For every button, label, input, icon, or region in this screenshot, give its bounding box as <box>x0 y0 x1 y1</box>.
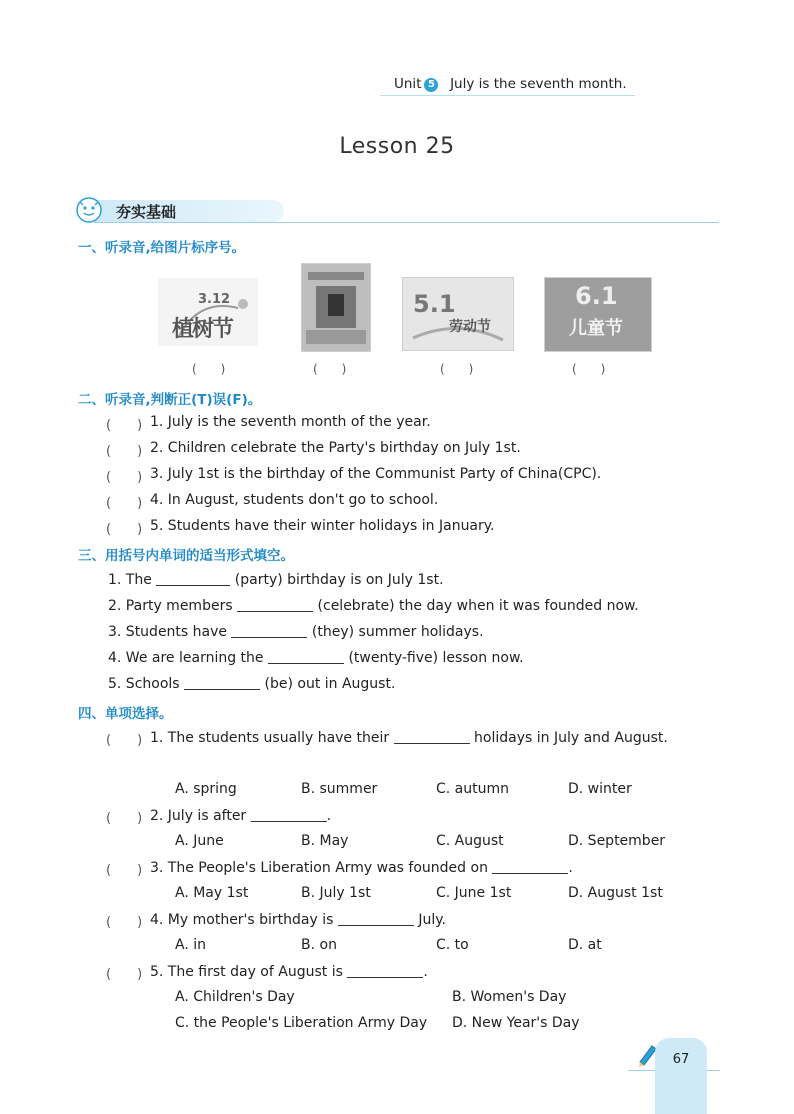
mc-5-option-c[interactable]: C. the People's Liberation Army Day <box>175 1015 428 1031</box>
mascot-icon <box>74 196 104 224</box>
fill-item-5-post: (be) out in August. <box>264 676 396 692</box>
tf-answer-2[interactable]: ( ) <box>106 444 143 459</box>
mc-blank-2 <box>251 807 327 822</box>
mc-question-4-pre: 4. My mother's birthday is <box>150 912 334 928</box>
fill-item-1-pre: 1. The <box>108 572 152 588</box>
fill-blank-3[interactable] <box>231 623 307 638</box>
mc-1-option-a[interactable]: A. spring <box>175 781 237 797</box>
mc-question-4 <box>150 911 446 928</box>
picture-labour-day <box>402 277 514 351</box>
mc-answer-2[interactable]: ( ) <box>106 811 143 826</box>
mc-4-option-b[interactable]: B. on <box>301 937 337 953</box>
tf-answer-4[interactable]: ( ) <box>106 496 143 511</box>
mc-2-option-a[interactable]: A. June <box>175 833 224 849</box>
picture-3-answer[interactable]: ( ) <box>440 362 474 376</box>
mc-question-4-post: July. <box>418 912 446 928</box>
mc-4-option-c[interactable]: C. to <box>436 937 469 953</box>
section-rule <box>94 222 719 223</box>
fill-item-1 <box>108 571 444 588</box>
part1-heading: 一、听录音,给图片标序号。 <box>78 240 246 256</box>
fill-item-4-pre: 4. We are learning the <box>108 650 264 666</box>
building-icon <box>302 264 370 351</box>
picture-4-label: 6.1 <box>575 282 618 310</box>
fill-item-3-pre: 3. Students have <box>108 624 228 640</box>
mc-answer-4[interactable]: ( ) <box>106 915 143 930</box>
part2-heading: 二、听录音,判断正(T)误(F)。 <box>78 392 262 408</box>
fill-blank-1[interactable] <box>156 571 230 586</box>
mc-5-option-a[interactable]: A. Children's Day <box>175 989 295 1005</box>
unit-word: Unit <box>394 76 422 92</box>
mc-question-3-post: . <box>568 860 573 876</box>
mc-question-3 <box>150 859 573 876</box>
fill-blank-2[interactable] <box>237 597 313 612</box>
picture-1-answer[interactable]: ( ) <box>192 362 226 376</box>
tf-answer-5[interactable]: ( ) <box>106 522 143 537</box>
mc-5-option-d[interactable]: D. New Year's Day <box>452 1015 580 1031</box>
mc-question-3-pre: 3. The People's Liberation Army was founded on <box>150 860 488 876</box>
fill-item-5 <box>108 675 395 692</box>
picture-1-label: 3.12 <box>198 292 231 307</box>
mc-answer-3[interactable]: ( ) <box>106 863 143 878</box>
fill-item-1-post: (party) birthday is on July 1st. <box>234 572 444 588</box>
mc-blank-4 <box>338 911 414 926</box>
mc-question-1-post: holidays in July and August. <box>474 730 668 746</box>
mc-2-option-b[interactable]: B. May <box>301 833 349 849</box>
picture-4-text: 儿童节 <box>569 318 623 339</box>
running-header <box>394 76 627 92</box>
mc-question-2-post: . <box>326 808 332 824</box>
section-heading: 夯实基础 <box>116 203 177 221</box>
tf-answer-1[interactable]: ( ) <box>106 418 143 433</box>
page-number: 67 <box>672 1052 690 1067</box>
mc-blank-1 <box>394 729 470 744</box>
section-bar <box>74 196 719 224</box>
mc-2-option-d[interactable]: D. September <box>568 833 666 849</box>
lesson-title: Lesson 25 <box>339 134 455 159</box>
unit-number-badge: 5 <box>424 78 438 92</box>
tf-item-5: 5. Students have their winter holidays in January. <box>150 518 495 534</box>
mc-blank-5 <box>347 963 423 978</box>
mc-4-option-d[interactable]: D. at <box>568 937 602 953</box>
tf-item-1: 1. July is the seventh month of the year. <box>150 414 431 430</box>
tf-item-2: 2. Children celebrate the Party's birthday on July 1st. <box>150 440 521 456</box>
mc-1-option-b[interactable]: B. summer <box>301 781 378 797</box>
fill-item-3-post: (they) summer holidays. <box>311 624 484 640</box>
fill-item-4-post: (twenty-five) lesson now. <box>348 650 524 666</box>
fill-blank-5[interactable] <box>184 675 260 690</box>
picture-3-text: 劳动节 <box>449 319 491 335</box>
mc-question-5-post: . <box>423 964 428 980</box>
mc-answer-1[interactable]: ( ) <box>106 733 143 748</box>
mc-2-option-c[interactable]: C. August <box>436 833 504 849</box>
mc-blank-3 <box>492 859 568 874</box>
mc-1-option-c[interactable]: C. autumn <box>436 781 510 797</box>
mc-question-5 <box>150 963 428 980</box>
mc-question-1 <box>150 729 668 746</box>
fill-item-3 <box>108 623 484 640</box>
page-number-tab <box>655 1038 707 1114</box>
picture-3-label: 5.1 <box>413 290 456 318</box>
picture-arbor-day <box>158 278 258 346</box>
picture-1-text: 植树节 <box>172 317 233 342</box>
mc-5-option-b[interactable]: B. Women's Day <box>452 989 567 1005</box>
mc-question-2 <box>150 807 331 824</box>
mc-3-option-a[interactable]: A. May 1st <box>175 885 249 901</box>
picture-childrens-day <box>544 277 652 352</box>
picture-party-building <box>301 263 371 352</box>
mc-3-option-d[interactable]: D. August 1st <box>568 885 663 901</box>
mc-3-option-c[interactable]: C. June 1st <box>436 885 512 901</box>
fill-blank-4[interactable] <box>268 649 344 664</box>
mc-1-option-d[interactable]: D. winter <box>568 781 632 797</box>
header-rule <box>380 95 635 96</box>
mc-4-option-a[interactable]: A. in <box>175 937 206 953</box>
fill-item-2 <box>108 597 639 614</box>
mc-3-option-b[interactable]: B. July 1st <box>301 885 371 901</box>
unit-title: July is the seventh month. <box>450 76 627 92</box>
mc-question-2-pre: 2. July is after <box>150 808 247 824</box>
tf-answer-3[interactable]: ( ) <box>106 470 143 485</box>
part3-heading: 三、用括号内单词的适当形式填空。 <box>78 548 294 564</box>
fill-item-4 <box>108 649 524 666</box>
picture-2-answer[interactable]: ( ) <box>313 362 347 376</box>
picture-4-answer[interactable]: ( ) <box>572 362 606 376</box>
fill-item-2-pre: 2. Party members <box>108 598 233 614</box>
fill-item-2-post: (celebrate) the day when it was founded now. <box>317 598 639 614</box>
mc-answer-5[interactable]: ( ) <box>106 967 143 982</box>
tf-item-4: 4. In August, students don't go to school. <box>150 492 439 508</box>
mc-question-5-pre: 5. The first day of August is <box>150 964 343 980</box>
mc-question-1-pre: 1. The students usually have their <box>150 730 390 746</box>
part4-heading: 四、单项选择。 <box>78 706 173 722</box>
fill-item-5-pre: 5. Schools <box>108 676 180 692</box>
tf-item-3: 3. July 1st is the birthday of the Communist Party of China(CPC). <box>150 466 602 482</box>
